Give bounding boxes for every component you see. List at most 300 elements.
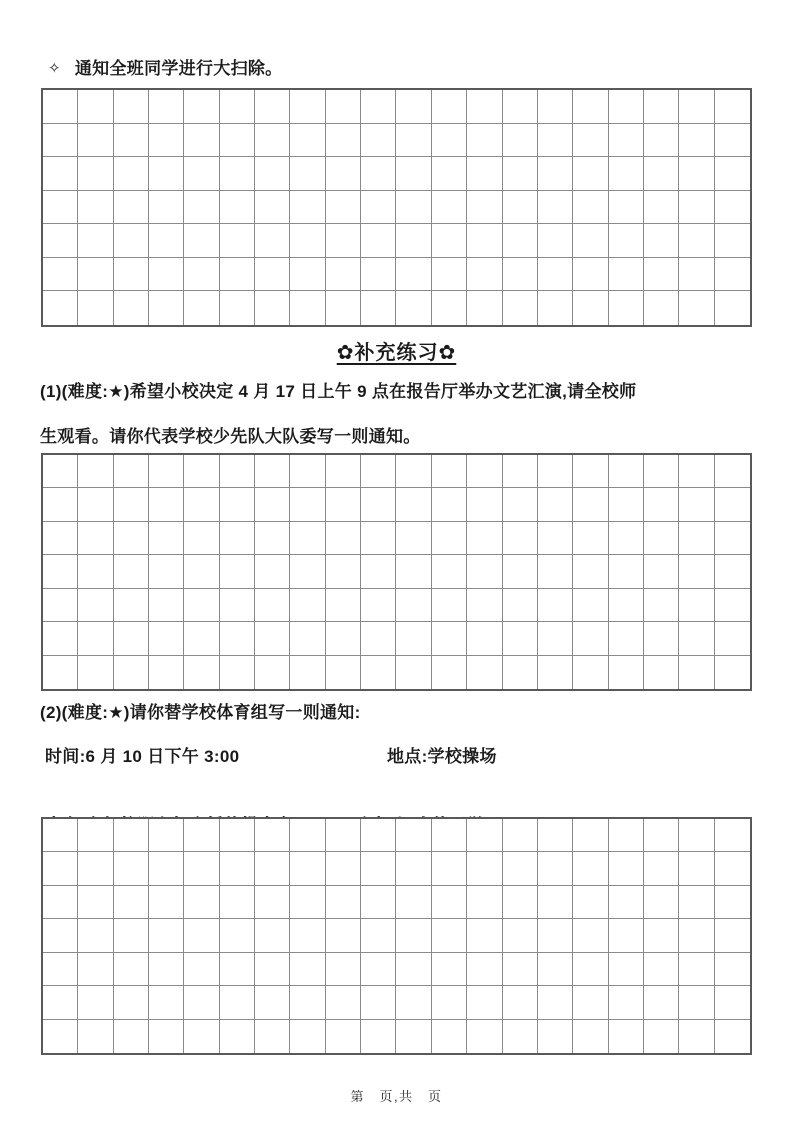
grid-cell xyxy=(255,886,290,919)
grid-cell xyxy=(715,455,750,488)
grid-cell xyxy=(114,455,149,488)
grid-cell xyxy=(326,291,361,325)
grid-cell xyxy=(255,191,290,225)
grid-cell xyxy=(43,157,78,191)
grid-cell xyxy=(184,819,219,852)
grid-cell xyxy=(715,291,750,325)
grid-cell xyxy=(715,191,750,225)
grid-cell xyxy=(679,157,714,191)
grid-cell xyxy=(326,986,361,1019)
grid-cell xyxy=(149,886,184,919)
grid-cell xyxy=(78,124,113,158)
grid-cell xyxy=(503,488,538,521)
grid-cell xyxy=(503,522,538,555)
grid-cell xyxy=(538,656,573,689)
grid-cell xyxy=(679,852,714,885)
grid-cell xyxy=(361,986,396,1019)
grid-cell xyxy=(220,258,255,292)
grid-cell xyxy=(609,1020,644,1053)
grid-cell xyxy=(290,589,325,622)
grid-cell xyxy=(538,124,573,158)
grid-cell xyxy=(644,622,679,655)
grid-cell xyxy=(361,157,396,191)
grid-cell xyxy=(644,555,679,588)
grid-cell xyxy=(396,455,431,488)
grid-cell xyxy=(679,224,714,258)
grid-cell xyxy=(78,191,113,225)
grid-cell xyxy=(679,953,714,986)
grid-cell xyxy=(432,819,467,852)
grid-cell xyxy=(609,455,644,488)
grid-cell xyxy=(396,157,431,191)
grid-cell xyxy=(679,124,714,158)
grid-cell xyxy=(715,224,750,258)
grid-cell xyxy=(361,819,396,852)
grid-cell xyxy=(184,522,219,555)
grid-cell xyxy=(255,986,290,1019)
grid-cell xyxy=(220,157,255,191)
grid-cell xyxy=(184,291,219,325)
grid-cell xyxy=(220,819,255,852)
grid-cell xyxy=(78,919,113,952)
grid-cell xyxy=(573,291,608,325)
grid-cell xyxy=(78,488,113,521)
grid-cell xyxy=(609,90,644,124)
grid-cell xyxy=(644,589,679,622)
exercise1-text-line2: 生观看。请你代表学校少先队大队委写一则通知。 xyxy=(40,427,421,446)
grid-cell xyxy=(255,622,290,655)
grid-cell xyxy=(396,589,431,622)
grid-cell xyxy=(396,622,431,655)
grid-cell xyxy=(78,258,113,292)
grid-cell xyxy=(644,224,679,258)
grid-cell xyxy=(644,455,679,488)
grid-cell xyxy=(290,488,325,521)
grid-cell xyxy=(396,291,431,325)
grid-cell xyxy=(432,886,467,919)
grid-cell xyxy=(679,589,714,622)
grid-cell xyxy=(644,819,679,852)
grid-cell xyxy=(43,622,78,655)
grid-cell xyxy=(396,986,431,1019)
grid-cell xyxy=(503,191,538,225)
grid-cell xyxy=(149,224,184,258)
grid-cell xyxy=(538,886,573,919)
grid-cell xyxy=(326,589,361,622)
task-prompt-line xyxy=(48,57,753,82)
grid-cell xyxy=(432,1020,467,1053)
grid-cell xyxy=(290,157,325,191)
grid-cell xyxy=(573,488,608,521)
grid-cell xyxy=(43,1020,78,1053)
grid-cell xyxy=(78,522,113,555)
grid-cell xyxy=(715,656,750,689)
grid-cell xyxy=(290,852,325,885)
grid-cell xyxy=(326,124,361,158)
grid-cell xyxy=(573,886,608,919)
grid-cell xyxy=(679,886,714,919)
grid-cell xyxy=(326,919,361,952)
grid-cell xyxy=(326,90,361,124)
grid-cell xyxy=(679,1020,714,1053)
grid-cell xyxy=(114,291,149,325)
grid-cell xyxy=(255,656,290,689)
grid-cell xyxy=(149,852,184,885)
section-heading xyxy=(0,336,793,365)
grid-cell xyxy=(43,555,78,588)
grid-cell xyxy=(432,488,467,521)
grid-cell xyxy=(184,90,219,124)
grid-cell xyxy=(326,157,361,191)
grid-cell xyxy=(644,522,679,555)
grid-cell xyxy=(467,191,502,225)
grid-cell xyxy=(644,157,679,191)
grid-cell xyxy=(114,224,149,258)
grid-cell xyxy=(326,1020,361,1053)
grid-cell xyxy=(538,191,573,225)
grid-cell xyxy=(573,555,608,588)
grid-cell xyxy=(361,124,396,158)
grid-cell xyxy=(715,124,750,158)
grid-cell xyxy=(290,622,325,655)
grid-cell xyxy=(679,191,714,225)
grid-cell xyxy=(396,224,431,258)
grid-cell xyxy=(184,258,219,292)
grid-cell xyxy=(184,986,219,1019)
grid-cell xyxy=(644,191,679,225)
grid-cell xyxy=(43,224,78,258)
grid-cell xyxy=(220,589,255,622)
grid-cell xyxy=(361,953,396,986)
grid-cell xyxy=(679,291,714,325)
grid-cell xyxy=(220,291,255,325)
grid-cell xyxy=(538,919,573,952)
grid-cell xyxy=(644,488,679,521)
grid-cell xyxy=(220,852,255,885)
grid-cell xyxy=(503,852,538,885)
grid-cell xyxy=(432,622,467,655)
diamond-bullet-icon: ✧ xyxy=(48,60,61,77)
grid-cell xyxy=(573,522,608,555)
grid-cell xyxy=(538,819,573,852)
grid-cell xyxy=(396,886,431,919)
grid-cell xyxy=(396,953,431,986)
grid-cell xyxy=(644,90,679,124)
grid-cell xyxy=(43,90,78,124)
grid-cell xyxy=(255,455,290,488)
grid-cell xyxy=(114,157,149,191)
grid-cell xyxy=(78,819,113,852)
grid-cell xyxy=(149,622,184,655)
grid-cell xyxy=(467,852,502,885)
grid-cell xyxy=(220,886,255,919)
grid-cell xyxy=(361,191,396,225)
grid-cell xyxy=(609,622,644,655)
grid-cell xyxy=(149,986,184,1019)
grid-cell xyxy=(644,953,679,986)
grid-cell xyxy=(43,986,78,1019)
grid-cell xyxy=(679,90,714,124)
grid-cell xyxy=(361,555,396,588)
grid-cell xyxy=(361,852,396,885)
grid-cell xyxy=(573,919,608,952)
grid-cell xyxy=(715,1020,750,1053)
grid-cell xyxy=(220,522,255,555)
grid-cell xyxy=(573,224,608,258)
grid-cell xyxy=(78,622,113,655)
grid-cell xyxy=(184,224,219,258)
grid-cell xyxy=(78,852,113,885)
grid-cell xyxy=(326,522,361,555)
grid-cell xyxy=(467,455,502,488)
grid-cell xyxy=(644,919,679,952)
grid-cell xyxy=(396,258,431,292)
grid-cell xyxy=(503,291,538,325)
grid-cell xyxy=(149,191,184,225)
grid-cell xyxy=(679,258,714,292)
grid-cell xyxy=(326,555,361,588)
grid-cell xyxy=(43,191,78,225)
grid-cell xyxy=(538,555,573,588)
grid-cell xyxy=(255,1020,290,1053)
grid-cell xyxy=(290,1020,325,1053)
grid-cell xyxy=(432,919,467,952)
grid-cell xyxy=(609,157,644,191)
grid-cell xyxy=(114,589,149,622)
grid-cell xyxy=(396,852,431,885)
grid-cell xyxy=(326,455,361,488)
grid-cell xyxy=(114,819,149,852)
grid-cell xyxy=(467,258,502,292)
grid-cell xyxy=(432,986,467,1019)
grid-cell xyxy=(396,488,431,521)
grid-cell xyxy=(679,919,714,952)
grid-cell xyxy=(538,986,573,1019)
grid-cell xyxy=(573,90,608,124)
grid-cell xyxy=(78,656,113,689)
grid-cell xyxy=(467,589,502,622)
grid-cell xyxy=(149,656,184,689)
grid-cell xyxy=(114,124,149,158)
grid-cell xyxy=(467,90,502,124)
grid-cell xyxy=(538,90,573,124)
grid-cell xyxy=(467,555,502,588)
grid-cell xyxy=(503,986,538,1019)
grid-cell xyxy=(432,90,467,124)
grid-cell xyxy=(361,886,396,919)
grid-cell xyxy=(503,886,538,919)
grid-cell xyxy=(78,224,113,258)
grid-cell xyxy=(255,258,290,292)
grid-cell xyxy=(255,819,290,852)
grid-cell xyxy=(326,886,361,919)
grid-cell xyxy=(326,656,361,689)
grid-cell xyxy=(114,852,149,885)
writing-grid-2 xyxy=(41,453,752,691)
grid-cell xyxy=(538,589,573,622)
grid-cell xyxy=(609,656,644,689)
grid-cell xyxy=(184,157,219,191)
grid-cell xyxy=(538,852,573,885)
grid-cell xyxy=(78,455,113,488)
grid-cell xyxy=(467,622,502,655)
grid-cell xyxy=(255,555,290,588)
grid-cell xyxy=(78,1020,113,1053)
grid-cell xyxy=(573,191,608,225)
grid-cell xyxy=(503,157,538,191)
grid-cell xyxy=(503,656,538,689)
grid-cell xyxy=(644,656,679,689)
grid-cell xyxy=(467,224,502,258)
grid-cell xyxy=(361,258,396,292)
grid-cell xyxy=(467,1020,502,1053)
grid-cell xyxy=(573,986,608,1019)
grid-cell xyxy=(290,522,325,555)
grid-cell xyxy=(573,622,608,655)
grid-cell xyxy=(184,191,219,225)
grid-cell xyxy=(43,522,78,555)
grid-cell xyxy=(220,953,255,986)
grid-cell xyxy=(43,589,78,622)
grid-cell xyxy=(609,191,644,225)
grid-cell xyxy=(78,953,113,986)
grid-cell xyxy=(467,522,502,555)
grid-cell xyxy=(432,224,467,258)
grid-cell xyxy=(503,455,538,488)
grid-cell xyxy=(290,953,325,986)
grid-cell xyxy=(184,124,219,158)
grid-cell xyxy=(432,291,467,325)
grid-cell xyxy=(149,953,184,986)
grid-cell xyxy=(679,622,714,655)
grid-cell xyxy=(220,919,255,952)
grid-cell xyxy=(114,191,149,225)
grid-cell xyxy=(467,986,502,1019)
grid-cell xyxy=(114,986,149,1019)
grid-cell xyxy=(361,622,396,655)
grid-cell xyxy=(467,157,502,191)
grid-cell xyxy=(361,589,396,622)
exercise2-prompt: (2)(难度:★)请你替学校体育组写一则通知: xyxy=(40,703,361,722)
writing-grid-3 xyxy=(41,817,752,1055)
grid-cell xyxy=(715,157,750,191)
grid-cell xyxy=(467,656,502,689)
grid-cell xyxy=(220,124,255,158)
grid-cell xyxy=(503,589,538,622)
grid-cell xyxy=(609,819,644,852)
grid-cell xyxy=(573,852,608,885)
grid-cell xyxy=(644,886,679,919)
grid-cell xyxy=(361,488,396,521)
grid-cell xyxy=(78,157,113,191)
grid-cell xyxy=(149,589,184,622)
grid-cell xyxy=(467,291,502,325)
grid-cell xyxy=(361,90,396,124)
grid-cell xyxy=(609,522,644,555)
grid-cell xyxy=(644,124,679,158)
grid-cell xyxy=(609,258,644,292)
grid-cell xyxy=(184,455,219,488)
writing-grid-1 xyxy=(41,88,752,327)
grid-cell xyxy=(149,291,184,325)
grid-cell xyxy=(432,656,467,689)
grid-cell xyxy=(715,258,750,292)
grid-cell xyxy=(149,555,184,588)
grid-cell xyxy=(326,622,361,655)
grid-cell xyxy=(255,852,290,885)
grid-cell xyxy=(432,258,467,292)
grid-cell xyxy=(715,488,750,521)
grid-cell xyxy=(361,522,396,555)
grid-cell xyxy=(290,191,325,225)
grid-cell xyxy=(432,589,467,622)
grid-cell xyxy=(184,1020,219,1053)
grid-cell xyxy=(538,157,573,191)
grid-cell xyxy=(396,124,431,158)
grid-cell xyxy=(184,953,219,986)
grid-cell xyxy=(149,819,184,852)
grid-cell xyxy=(361,919,396,952)
grid-cell xyxy=(220,224,255,258)
grid-cell xyxy=(432,124,467,158)
grid-cell xyxy=(149,1020,184,1053)
grid-cell xyxy=(114,656,149,689)
grid-cell xyxy=(290,656,325,689)
grid-cell xyxy=(432,522,467,555)
grid-cell xyxy=(679,819,714,852)
grid-cell xyxy=(679,488,714,521)
grid-cell xyxy=(290,986,325,1019)
grid-cell xyxy=(149,258,184,292)
grid-cell xyxy=(503,258,538,292)
grid-cell xyxy=(184,622,219,655)
grid-cell xyxy=(644,258,679,292)
grid-cell xyxy=(361,224,396,258)
grid-cell xyxy=(220,622,255,655)
grid-cell xyxy=(573,656,608,689)
grid-cell xyxy=(184,919,219,952)
grid-cell xyxy=(432,852,467,885)
grid-cell xyxy=(396,191,431,225)
grid-cell xyxy=(326,258,361,292)
grid-cell xyxy=(255,589,290,622)
grid-cell xyxy=(609,224,644,258)
grid-cell xyxy=(290,90,325,124)
grid-cell xyxy=(326,852,361,885)
grid-cell xyxy=(609,291,644,325)
grid-cell xyxy=(220,555,255,588)
grid-cell xyxy=(114,90,149,124)
grid-cell xyxy=(573,455,608,488)
grid-cell xyxy=(538,953,573,986)
grid-cell xyxy=(290,455,325,488)
grid-cell xyxy=(184,555,219,588)
grid-cell xyxy=(43,919,78,952)
grid-cell xyxy=(644,291,679,325)
grid-cell xyxy=(609,852,644,885)
grid-cell xyxy=(78,589,113,622)
grid-cell xyxy=(114,258,149,292)
grid-cell xyxy=(503,555,538,588)
grid-cell xyxy=(184,656,219,689)
grid-cell xyxy=(114,488,149,521)
grid-cell xyxy=(255,124,290,158)
grid-cell xyxy=(573,1020,608,1053)
grid-cell xyxy=(644,986,679,1019)
grid-cell xyxy=(149,522,184,555)
grid-cell xyxy=(361,455,396,488)
grid-cell xyxy=(644,852,679,885)
